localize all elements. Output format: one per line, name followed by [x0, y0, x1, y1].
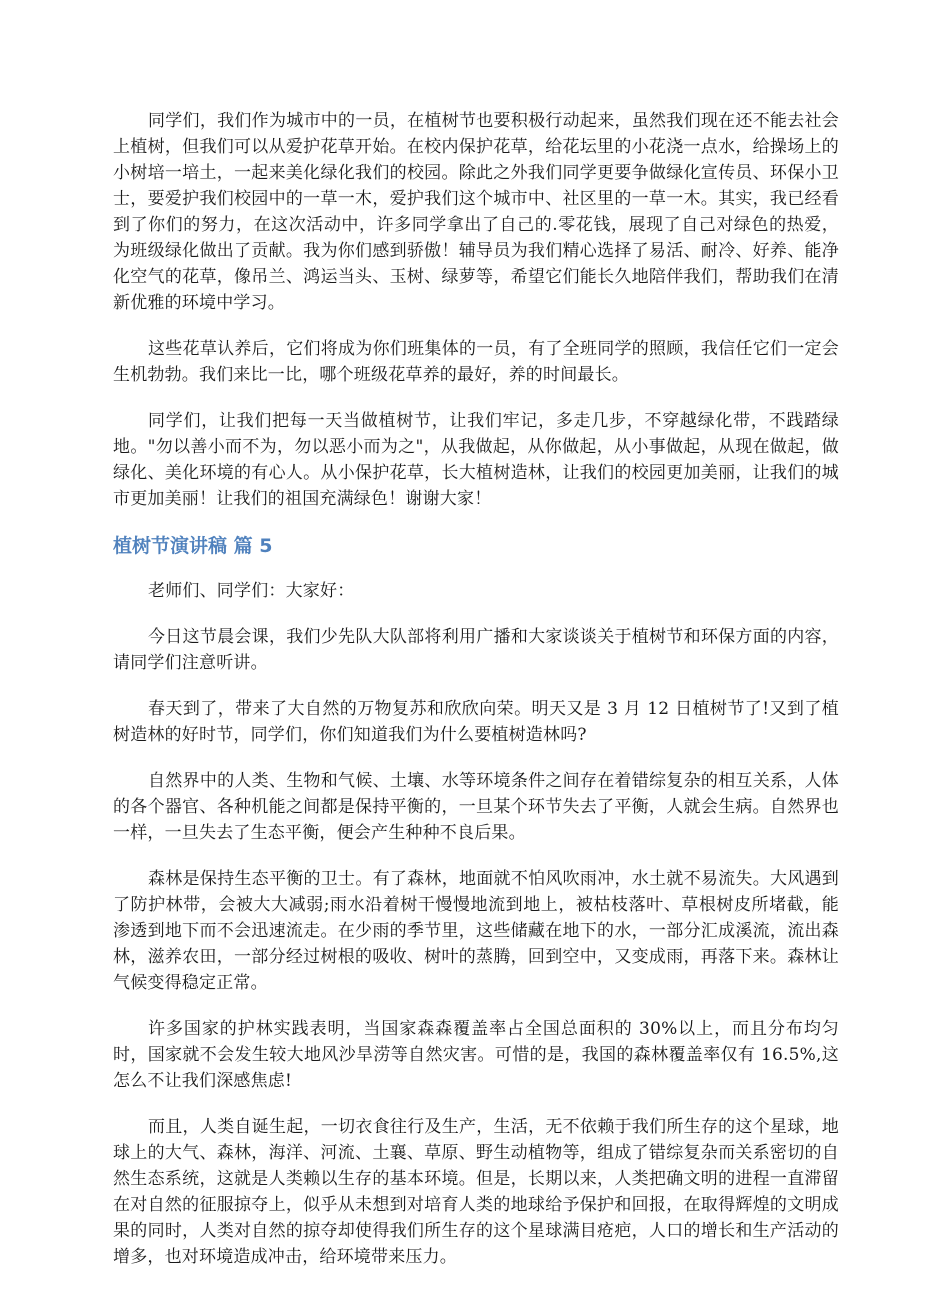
- paragraph-greeting: 老师们、同学们：大家好：: [148, 581, 355, 601]
- section-heading: 植树节演讲稿 篇 5: [113, 535, 273, 557]
- paragraph-green-action: 同学们，我们作为城市中的一员，在植树节也要积极行动起来，虽然我们现在还不能去社会上植树，但我们可以从爱护花草开始。在校内保护花草，给花坛里的小花浇一点水，给操场上的小树培一培土，一起来美化绿化我们的校园。除此之外我们同学更要争做绿化宣传员、环保小卫士，要爱护我们校园中的一草一木，爱护我们这个城市中、社区里的一草一木。其实，我已经看到了你们的努力，在这次活动中，许多同学拿出了自己的.零花钱，展现了自己对绿色的热爱，为班级绿化做出了贡献。我为你们感到骄傲！辅导员为我们精心选择了易活、耐冷、好养、能净化空气的花草，像吊兰、鸿运当头、玉树、绿萝等，希望它们能长久地陪伴我们，帮助我们在清新优雅的环境中学习。: [113, 111, 839, 313]
- paragraph-nature-balance: 自然界中的人类、生物和气候、土壤、水等环境条件之间存在着错综复杂的相互关系，人体的各个器官、各种机能之间都是保持平衡的，一旦某个环节失去了平衡，人就会生病。自然界也一样，一旦失去了生态平衡，便会产生种种不良后果。: [113, 771, 839, 843]
- paragraph-closing-appeal: 同学们，让我们把每一天当做植树节，让我们牢记，多走几步，不穿越绿化带，不践踏绿地。"勿以善小而不为，勿以恶小而为之"，从我做起，从你做起，从小事做起，从现在做起，做绿化、美化环境的有心人。从小保护花草，长大植树造林，让我们的校园更加美丽，让我们的城市更加美丽！让我们的祖国充满绿色！谢谢大家！: [113, 411, 839, 509]
- paragraph-forest-guardian: 森林是保持生态平衡的卫士。有了森林，地面就不怕风吹雨冲，水土就不易流失。大风遇到了防护林带，会被大大减弱;雨水沿着树干慢慢地流到地上，被枯枝落叶、草根树皮所堵截，能渗透到地下而不会迅速流走。在少雨的季节里，这些储藏在地下的水，一部分汇成溪流，流出森林，滋养农田，一部分经过树根的吸收、树叶的蒸腾，回到空中，又变成雨，再落下来。森林让气候变得稳定正常。: [113, 869, 839, 993]
- paragraph-intro: 今日这节晨会课，我们少先队大队部将利用广播和大家谈谈关于植树节和环保方面的内容，请同学们注意听讲。: [113, 627, 839, 673]
- paragraph-spring: 春天到了，带来了大自然的万物复苏和欣欣向荣。明天又是 3 月 12 日植树节了!又到了植树造林的好时节，同学们，你们知道我们为什么要植树造林吗?: [113, 699, 839, 745]
- document-body: [113, 108, 839, 1290]
- paragraph-flower-adoption: 这些花草认养后，它们将成为你们班集体的一员，有了全班同学的照顾，我信任它们一定会生机勃勃。我们来比一比，哪个班级花草养的最好，养的时间最长。: [113, 339, 839, 385]
- paragraph-forest-coverage: 许多国家的护林实践表明，当国家森森覆盖率占全国总面积的 30%以上，而且分布均匀时，国家就不会发生较大地风沙旱涝等自然灾害。可惜的是，我国的森林覆盖率仅有 16.5%,这怎么不让我们深感焦虑!: [113, 1019, 839, 1091]
- paragraph-human-environment: 而且，人类自诞生起，一切衣食往行及生产，生活，无不依赖于我们所生存的这个星球，地球上的大气、森林，海洋、河流、土襄、草原、野生动植物等，组成了错综复杂而关系密切的自然生态系统，这就是人类赖以生存的基本环境。但是，长期以来，人类把确文明的进程一直滞留在对自然的征服掠夺上，似乎从未想到对培育人类的地球给予保护和回报，在取得辉煌的文明成果的同时，人类对自然的掠夺却使得我们所生存的这个星球满目疮疤，人口的增长和生产活动的增多，也对环境造成冲击，给环境带来压力。: [113, 1117, 839, 1267]
